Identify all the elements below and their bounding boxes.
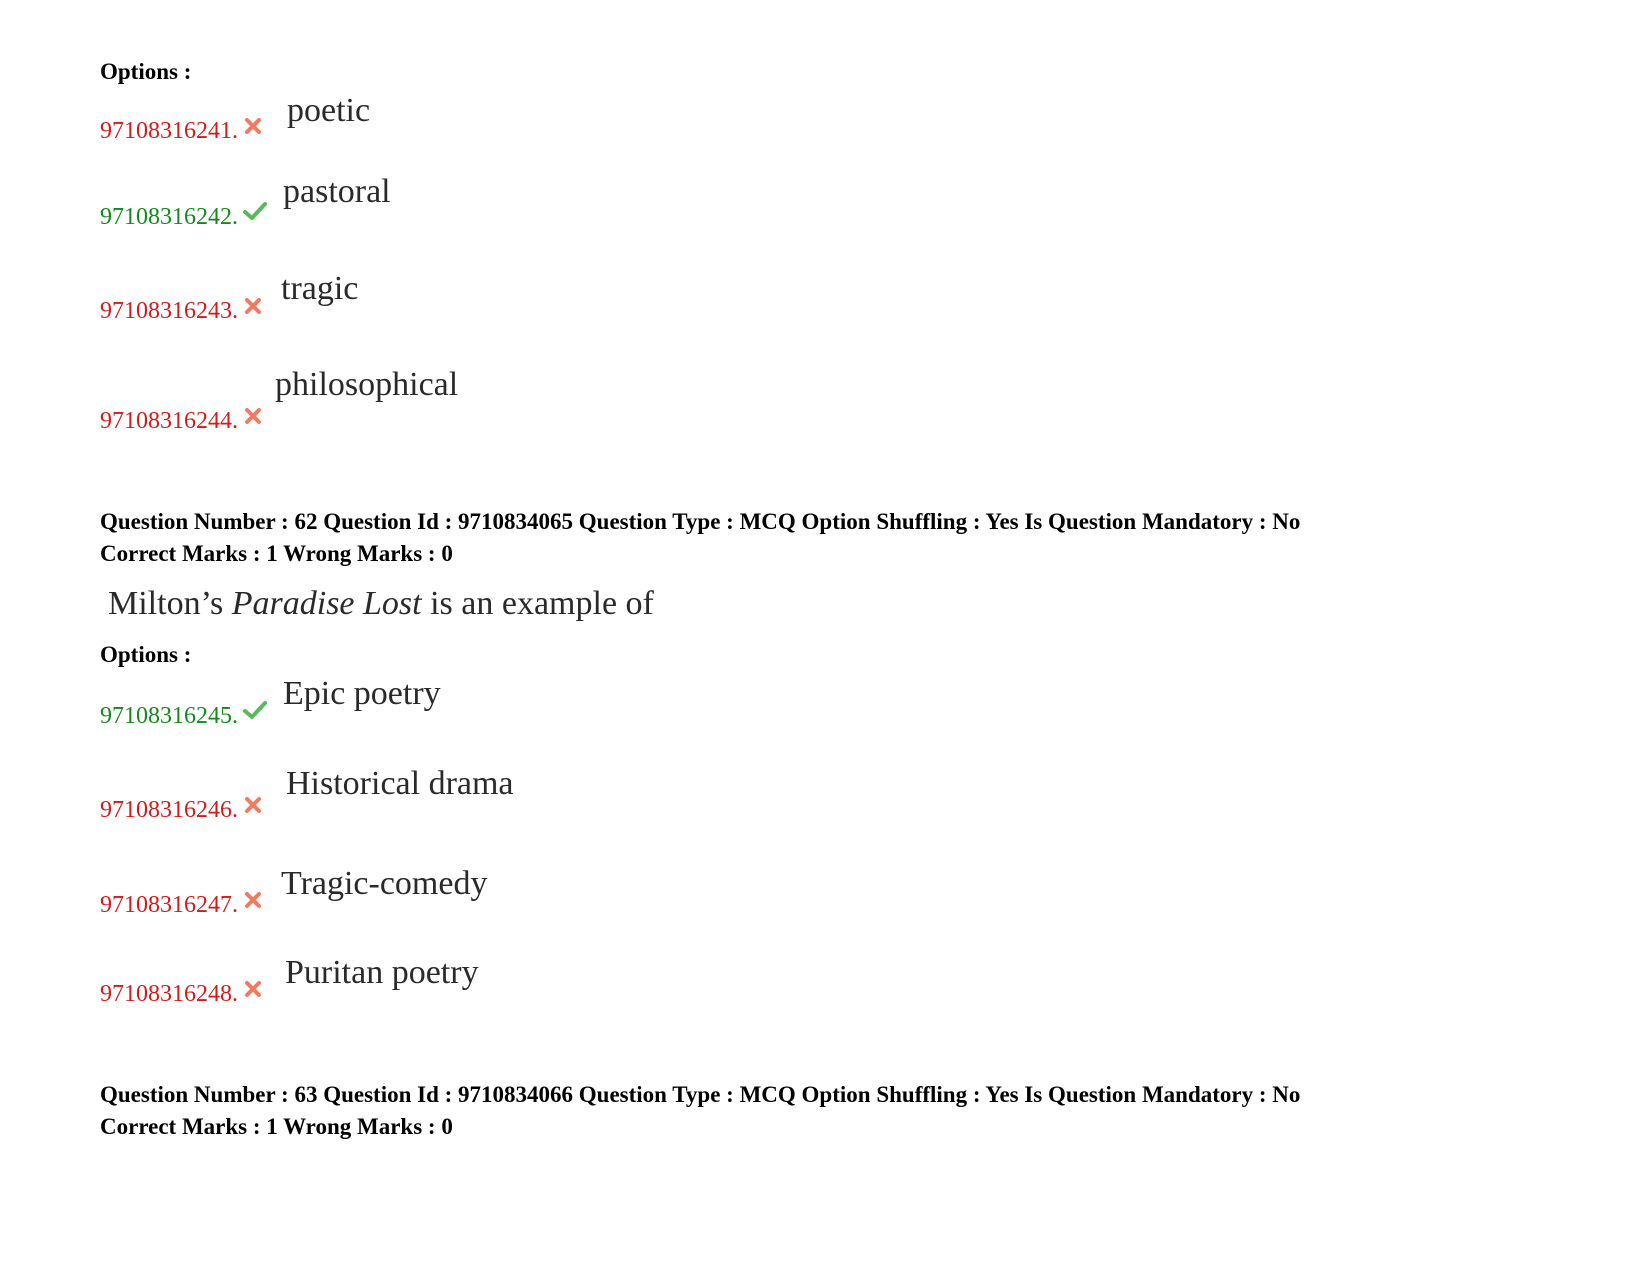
- question-meta-62: Question Number : 62 Question Id : 9710834065 Question Type : MCQ Option Shuffling : Yes Is Question Mandatory : No: [100, 509, 1301, 534]
- option-id: 97108316243.: [100, 298, 238, 324]
- options-label: Options :: [100, 59, 192, 84]
- question-text-suffix: is an example of: [421, 585, 654, 622]
- option-id: 97108316244.: [100, 408, 238, 434]
- question-text-prefix: Milton’s: [108, 585, 232, 622]
- cross-icon: [243, 795, 263, 815]
- check-icon: [243, 700, 267, 720]
- option-id: 97108316241.: [100, 118, 238, 144]
- option-text: tragic: [281, 270, 359, 307]
- cross-icon: [243, 890, 263, 910]
- option-text: Historical drama: [286, 765, 514, 802]
- options-label: Options :: [100, 642, 192, 667]
- option-text: poetic: [287, 92, 371, 129]
- option-id: 97108316247.: [100, 892, 238, 918]
- option-text: pastoral: [283, 173, 391, 210]
- question-marks-62: Correct Marks : 1 Wrong Marks : 0: [100, 541, 453, 566]
- option-id: 97108316248.: [100, 981, 238, 1007]
- option-id: 97108316245.: [100, 703, 238, 729]
- question-text-title: Paradise Lost: [231, 585, 422, 622]
- question-text: [108, 587, 654, 621]
- question-meta-63: Question Number : 63 Question Id : 9710834066 Question Type : MCQ Option Shuffling : Yes Is Question Mandatory : No: [100, 1082, 1301, 1107]
- cross-icon: [243, 296, 263, 316]
- question-marks-63: Correct Marks : 1 Wrong Marks : 0: [100, 1114, 453, 1139]
- option-id: 97108316242.: [100, 204, 238, 230]
- option-text: Puritan poetry: [285, 954, 479, 991]
- cross-icon: [243, 116, 263, 136]
- option-text: philosophical: [275, 366, 459, 403]
- option-id: 97108316246.: [100, 797, 238, 823]
- check-icon: [243, 201, 267, 221]
- cross-icon: [243, 979, 263, 999]
- option-text: Epic poetry: [283, 675, 441, 712]
- option-text: Tragic-comedy: [281, 865, 488, 902]
- cross-icon: [243, 406, 263, 426]
